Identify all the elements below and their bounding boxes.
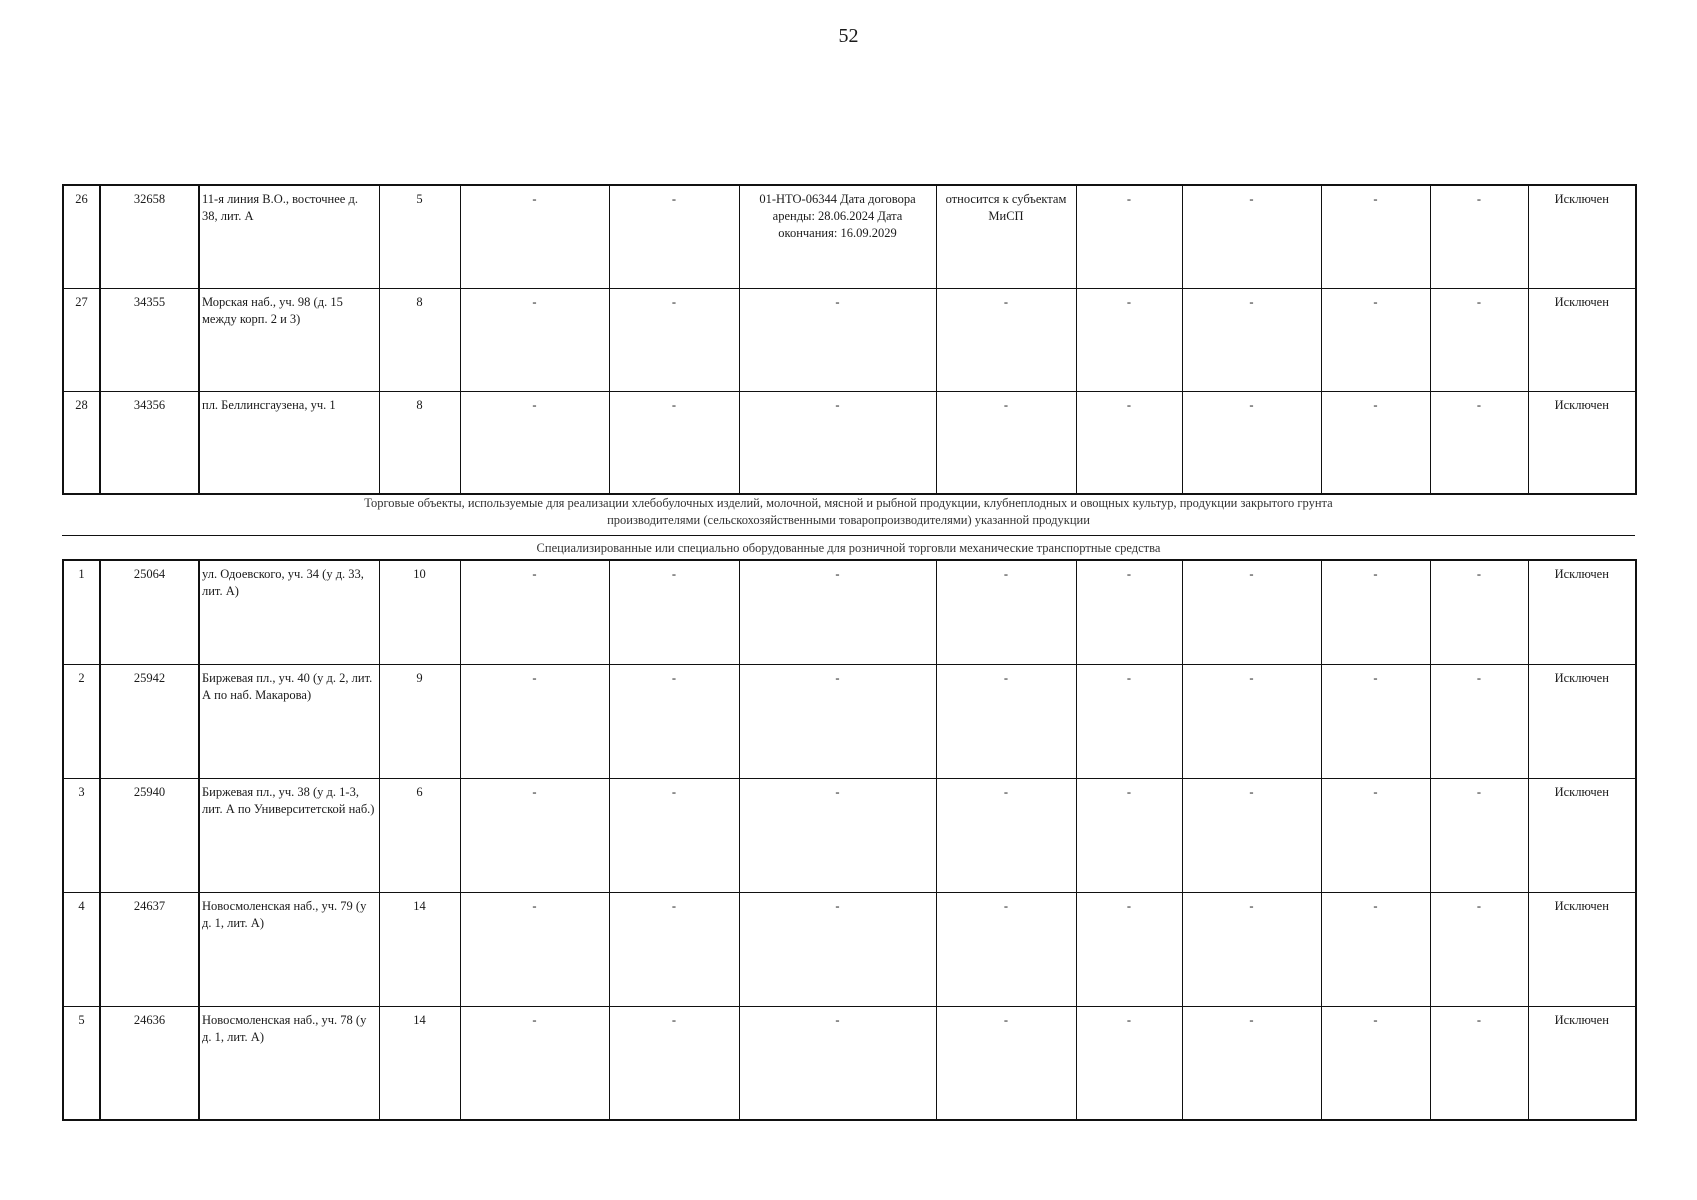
- field-5-cell: -: [609, 664, 739, 778]
- status-cell: Исключен: [1528, 185, 1636, 288]
- row-number: 28: [63, 391, 100, 494]
- area-cell: 9: [379, 664, 460, 778]
- field-5-cell: -: [609, 778, 739, 892]
- object-id: 34355: [100, 288, 199, 391]
- object-id: 24636: [100, 1006, 199, 1120]
- sme-cell: относится к субъектам МиСП: [936, 185, 1076, 288]
- field-4-cell: -: [460, 391, 609, 494]
- table-row: [63, 1006, 1636, 1120]
- status-cell: Исключен: [1528, 288, 1636, 391]
- object-id: 25064: [100, 560, 199, 664]
- sme-cell: -: [936, 664, 1076, 778]
- area-cell: 10: [379, 560, 460, 664]
- field-10-cell: -: [1321, 560, 1430, 664]
- field-5-cell: -: [609, 1006, 739, 1120]
- field-9-cell: -: [1182, 778, 1321, 892]
- address-cell: пл. Беллинсгаузена, уч. 1: [199, 391, 379, 494]
- object-id: 25940: [100, 778, 199, 892]
- table-row: [63, 778, 1636, 892]
- field-8-cell: -: [1076, 1006, 1182, 1120]
- field-9-cell: -: [1182, 185, 1321, 288]
- sme-cell: -: [936, 778, 1076, 892]
- field-10-cell: -: [1321, 288, 1430, 391]
- field-8-cell: -: [1076, 778, 1182, 892]
- table-row: [63, 560, 1636, 664]
- row-number: 26: [63, 185, 100, 288]
- sme-cell: -: [936, 1006, 1076, 1120]
- address-cell: ул. Одоевского, уч. 34 (у д. 33, лит. А): [199, 560, 379, 664]
- field-8-cell: -: [1076, 391, 1182, 494]
- section-heading-line-2: производителями (сельскохозяйственными товаропроизводителями) указанной продукции: [607, 513, 1090, 527]
- table-row: [63, 185, 1636, 288]
- field-8-cell: -: [1076, 185, 1182, 288]
- table-row: [63, 664, 1636, 778]
- field-5-cell: -: [609, 185, 739, 288]
- section-divider: [62, 535, 1635, 536]
- row-number: 3: [63, 778, 100, 892]
- address-cell: 11-я линия В.О., восточнее д. 38, лит. А: [199, 185, 379, 288]
- field-5-cell: -: [609, 288, 739, 391]
- object-id: 25942: [100, 664, 199, 778]
- field-10-cell: -: [1321, 778, 1430, 892]
- status-cell: Исключен: [1528, 778, 1636, 892]
- sme-cell: -: [936, 288, 1076, 391]
- contract-cell: -: [739, 560, 936, 664]
- row-number: 4: [63, 892, 100, 1006]
- field-11-cell: -: [1430, 892, 1528, 1006]
- area-cell: 14: [379, 1006, 460, 1120]
- section-heading: [62, 495, 1635, 529]
- field-10-cell: -: [1321, 664, 1430, 778]
- area-cell: 8: [379, 288, 460, 391]
- field-11-cell: -: [1430, 560, 1528, 664]
- field-5-cell: -: [609, 892, 739, 1006]
- field-9-cell: -: [1182, 560, 1321, 664]
- page-number: 52: [838, 25, 859, 47]
- row-number: 27: [63, 288, 100, 391]
- field-4-cell: -: [460, 892, 609, 1006]
- field-8-cell: -: [1076, 892, 1182, 1006]
- status-cell: Исключен: [1528, 1006, 1636, 1120]
- area-cell: 5: [379, 185, 460, 288]
- contract-cell: -: [739, 1006, 936, 1120]
- area-cell: 8: [379, 391, 460, 494]
- contract-cell: -: [739, 892, 936, 1006]
- object-id: 32658: [100, 185, 199, 288]
- field-11-cell: -: [1430, 185, 1528, 288]
- field-8-cell: -: [1076, 664, 1182, 778]
- field-9-cell: -: [1182, 1006, 1321, 1120]
- area-cell: 6: [379, 778, 460, 892]
- table-row: [63, 391, 1636, 494]
- field-9-cell: -: [1182, 391, 1321, 494]
- status-cell: Исключен: [1528, 664, 1636, 778]
- field-8-cell: -: [1076, 288, 1182, 391]
- field-4-cell: -: [460, 664, 609, 778]
- address-cell: Новосмоленская наб., уч. 79 (у д. 1, лит. А): [199, 892, 379, 1006]
- field-4-cell: -: [460, 288, 609, 391]
- field-8-cell: -: [1076, 560, 1182, 664]
- objects-table-top: [62, 184, 1637, 495]
- status-cell: Исключен: [1528, 892, 1636, 1006]
- field-11-cell: -: [1430, 664, 1528, 778]
- field-5-cell: -: [609, 391, 739, 494]
- field-9-cell: -: [1182, 288, 1321, 391]
- address-cell: Морская наб., уч. 98 (д. 15 между корп. 2 и 3): [199, 288, 379, 391]
- field-11-cell: -: [1430, 1006, 1528, 1120]
- sme-cell: -: [936, 892, 1076, 1006]
- contract-cell: -: [739, 288, 936, 391]
- object-id: 34356: [100, 391, 199, 494]
- contract-cell: 01-НТО-06344 Дата договора аренды: 28.06.2024 Дата окончания: 16.09.2029: [739, 185, 936, 288]
- field-10-cell: -: [1321, 185, 1430, 288]
- field-9-cell: -: [1182, 664, 1321, 778]
- contract-cell: -: [739, 778, 936, 892]
- field-5-cell: -: [609, 560, 739, 664]
- row-number: 1: [63, 560, 100, 664]
- field-10-cell: -: [1321, 391, 1430, 494]
- field-4-cell: -: [460, 778, 609, 892]
- status-cell: Исключен: [1528, 391, 1636, 494]
- section-heading-line-1: Торговые объекты, используемые для реализации хлебобулочных изделий, молочной, мясной и рыбной продукции, клубнеплодных и овощных культур, продукции закрытого грунта: [364, 496, 1333, 510]
- field-4-cell: -: [460, 1006, 609, 1120]
- field-11-cell: -: [1430, 288, 1528, 391]
- field-9-cell: -: [1182, 892, 1321, 1006]
- field-11-cell: -: [1430, 778, 1528, 892]
- address-cell: Новосмоленская наб., уч. 78 (у д. 1, лит. А): [199, 1006, 379, 1120]
- field-4-cell: -: [460, 185, 609, 288]
- field-10-cell: -: [1321, 1006, 1430, 1120]
- row-number: 5: [63, 1006, 100, 1120]
- field-11-cell: -: [1430, 391, 1528, 494]
- field-10-cell: -: [1321, 892, 1430, 1006]
- contract-cell: -: [739, 391, 936, 494]
- contract-cell: -: [739, 664, 936, 778]
- area-cell: 14: [379, 892, 460, 1006]
- subsection-heading: Специализированные или специально оборудованные для розничной торговли механические транспортные средства: [536, 541, 1161, 555]
- object-id: 24637: [100, 892, 199, 1006]
- sme-cell: -: [936, 560, 1076, 664]
- row-number: 2: [63, 664, 100, 778]
- field-4-cell: -: [460, 560, 609, 664]
- address-cell: Биржевая пл., уч. 38 (у д. 1-3, лит. А по Университетской наб.): [199, 778, 379, 892]
- table-row: [63, 892, 1636, 1006]
- sme-cell: -: [936, 391, 1076, 494]
- status-cell: Исключен: [1528, 560, 1636, 664]
- objects-table-bottom: [62, 559, 1637, 1121]
- address-cell: Биржевая пл., уч. 40 (у д. 2, лит. А по наб. Макарова): [199, 664, 379, 778]
- table-row: [63, 288, 1636, 391]
